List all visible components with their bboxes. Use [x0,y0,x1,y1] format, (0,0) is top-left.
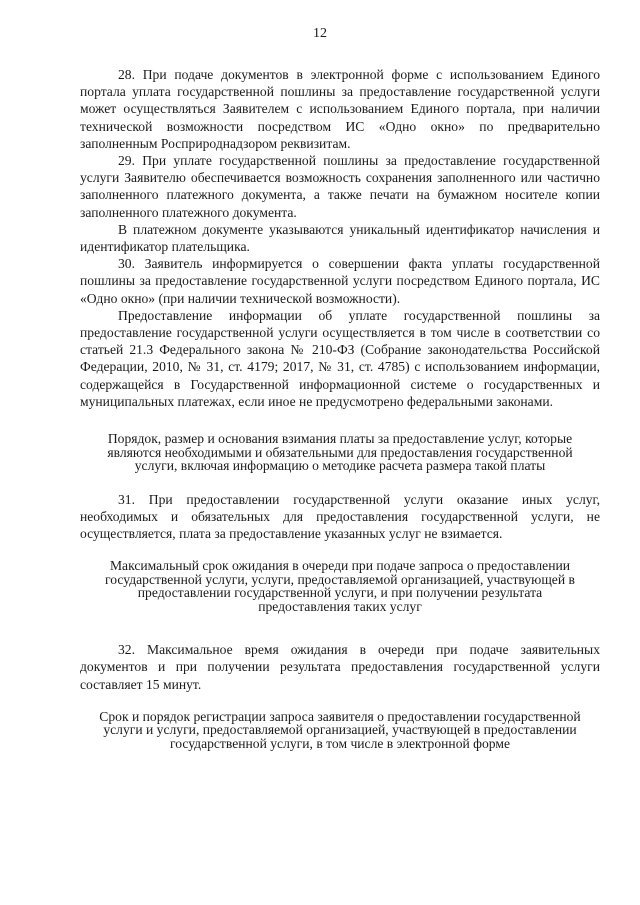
paragraph-30: 30. Заявитель информируется о совершении факта уплаты государственной пошлины за предоставление государственной услуги посредством Единого портала, ИС «Одно окно» (при наличии технической возможности). [80,256,600,306]
section-heading-registration-procedure: Срок и порядок регистрации запроса заявителя о предоставлении государственной услуги и услуги, предоставляемой организацией, участвующей в предоставлении государственной услуги, в том числе в электронной форме [99,708,581,751]
section-heading-max-wait-time: Максимальный срок ожидания в очереди при подаче запроса о предоставлении государственной услуги, услуги, предоставляемой организацией, участвующей в предоставлении государственной услуги, и при получении результата предоставления таких услуг [105,558,575,614]
paragraph-31: 31. При предоставлении государственной услуги оказание иных услуг, необходимых и обязательных для предоставления государственной услуги, не осуществляется, плата за предоставление указанных услуг не взимается. [80,491,600,541]
paragraph-28: 28. При подаче документов в электронной форме с использованием Единого портала уплата государственной пошлины за предоставление государственной услуги может осуществляться Заявителем с использованием Единого портала, при наличии технической возможности посредством ИС «Одно окно» по предварительно заполненным Росприроднадзором реквизитам. [80,67,600,151]
document-body [80,66,600,750]
paragraph-29: 29. При уплате государственной пошлины за предоставление государственной услуги Заявителю обеспечивается возможность сохранения заполненного или частично заполненного платежного документа, а также печати на бумажном носителе копии заполненного платежного документа. [80,153,600,220]
page-number: 12 [313,26,327,41]
paragraph-30-continued: Предоставление информации об уплате государственной пошлины за предоставление государственной услуги осуществляется в том числе в соответствии со статьей 21.3 Федерального закона № 210-ФЗ (Собрание законодательства Российской Федерации, 2010, № 31, ст. 4179; 2017, № 31, ст. 4785) с использованием информации, содержащейся в Государственной информационной системе о государственных и муниципальных платежах, если иное не предусмотрено федеральными законами. [80,307,600,409]
paragraph-32: 32. Максимальное время ожидания в очереди при подаче заявительных документов и при получении результата предоставления государственной услуги составляет 15 минут. [80,642,600,692]
section-heading-fee-procedure: Порядок, размер и основания взимания платы за предоставление услуг, которые являются необходимыми и обязательными для предоставления государственной услуги, включая информацию о методике расчета размера такой платы [107,431,573,474]
paragraph-29-continued: В платежном документе указываются уникальный идентификатор начисления и идентификатор плательщика. [80,221,600,255]
